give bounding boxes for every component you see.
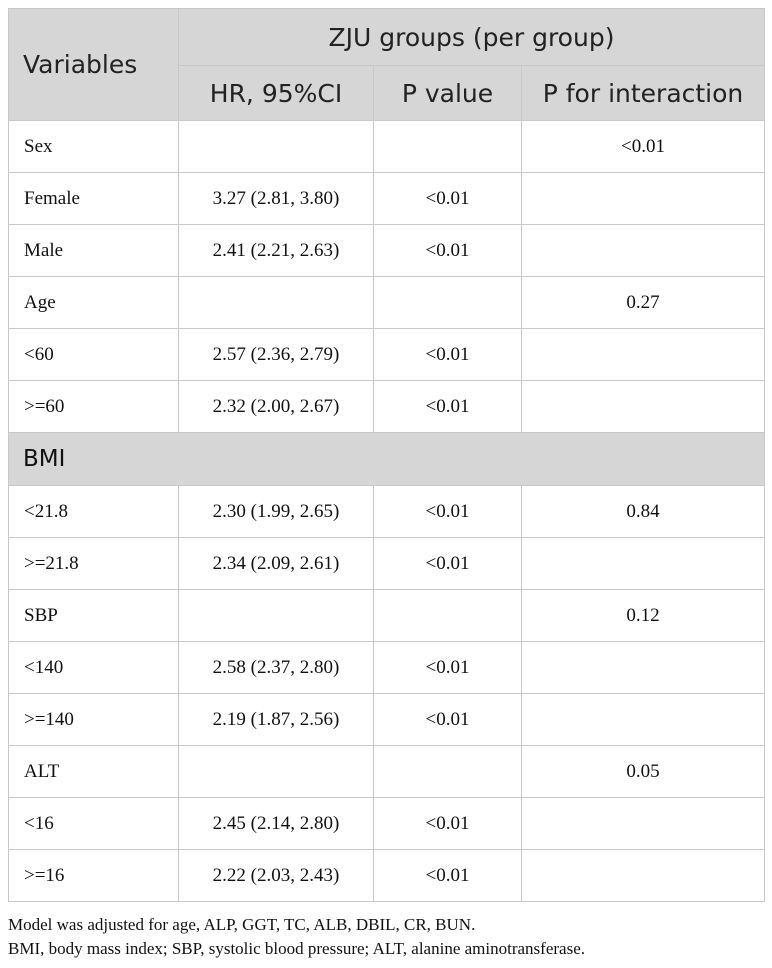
table-row [9,173,765,225]
row-p-interaction-cell [522,538,765,590]
row-p-interaction-cell: <0.01 [522,121,765,173]
table-row [9,798,765,850]
row-variable-cell: >=140 [9,694,179,746]
row-p-value-cell [374,277,522,329]
row-p-interaction-cell: 0.12 [522,590,765,642]
row-hr-cell [179,590,374,642]
table-row [9,277,765,329]
row-variable-cell: Sex [9,121,179,173]
table-body [9,121,765,902]
table-row [9,329,765,381]
row-variable-cell: Age [9,277,179,329]
table-row [9,121,765,173]
row-variable-cell: <140 [9,642,179,694]
row-hr-cell [179,121,374,173]
header-hr-ci: HR, 95%CI [179,66,374,121]
table-group-row [9,433,765,486]
row-p-value-cell: <0.01 [374,538,522,590]
row-hr-cell [179,277,374,329]
subgroup-analysis-table [8,8,765,902]
row-hr-cell: 2.34 (2.09, 2.61) [179,538,374,590]
header-p-interaction: P for interaction [522,66,765,121]
row-p-interaction-cell [522,694,765,746]
header-group-title: ZJU groups (per group) [179,9,765,66]
row-variable-cell: >=60 [9,381,179,433]
row-p-interaction-cell [522,850,765,902]
table-row [9,486,765,538]
row-hr-cell: 2.30 (1.99, 2.65) [179,486,374,538]
row-p-value-cell: <0.01 [374,694,522,746]
row-p-interaction-cell [522,329,765,381]
table-container [8,8,764,961]
row-p-value-cell [374,590,522,642]
row-p-value-cell: <0.01 [374,486,522,538]
row-p-interaction-cell [522,642,765,694]
row-p-value-cell: <0.01 [374,173,522,225]
group-label: BMI [9,433,765,486]
row-hr-cell [179,746,374,798]
row-p-interaction-cell [522,173,765,225]
row-p-value-cell [374,121,522,173]
row-p-value-cell: <0.01 [374,850,522,902]
row-p-interaction-cell: 0.84 [522,486,765,538]
table-row [9,538,765,590]
footnote-adjustment: Model was adjusted for age, ALP, GGT, TC, ALB, DBIL, CR, BUN. [8,915,476,934]
row-p-interaction-cell: 0.27 [522,277,765,329]
row-hr-cell: 2.57 (2.36, 2.79) [179,329,374,381]
row-p-value-cell [374,746,522,798]
table-row [9,850,765,902]
row-variable-cell: <21.8 [9,486,179,538]
table-row [9,746,765,798]
row-hr-cell: 2.19 (1.87, 2.56) [179,694,374,746]
row-hr-cell: 2.58 (2.37, 2.80) [179,642,374,694]
table-footnotes [8,913,764,961]
row-variable-cell: <60 [9,329,179,381]
row-p-value-cell: <0.01 [374,798,522,850]
row-hr-cell: 2.41 (2.21, 2.63) [179,225,374,277]
row-p-interaction-cell [522,798,765,850]
row-hr-cell: 2.32 (2.00, 2.67) [179,381,374,433]
row-hr-cell: 2.45 (2.14, 2.80) [179,798,374,850]
row-hr-cell: 2.22 (2.03, 2.43) [179,850,374,902]
table-row [9,642,765,694]
row-variable-cell: >=21.8 [9,538,179,590]
table-row [9,225,765,277]
table-row [9,590,765,642]
row-p-value-cell: <0.01 [374,225,522,277]
row-p-value-cell: <0.01 [374,329,522,381]
table-row [9,694,765,746]
row-p-value-cell: <0.01 [374,642,522,694]
row-p-value-cell: <0.01 [374,381,522,433]
table-row [9,381,765,433]
row-variable-cell: >=16 [9,850,179,902]
row-hr-cell: 3.27 (2.81, 3.80) [179,173,374,225]
row-p-interaction-cell [522,381,765,433]
row-variable-cell: <16 [9,798,179,850]
footnote-abbreviations: BMI, body mass index; SBP, systolic blood pressure; ALT, alanine aminotransferase. [8,939,585,958]
row-variable-cell: SBP [9,590,179,642]
row-variable-cell: Male [9,225,179,277]
row-variable-cell: Female [9,173,179,225]
header-p-value: P value [374,66,522,121]
row-p-interaction-cell [522,225,765,277]
row-p-interaction-cell: 0.05 [522,746,765,798]
header-variables: Variables [9,9,179,121]
table-header [9,9,765,121]
row-variable-cell: ALT [9,746,179,798]
